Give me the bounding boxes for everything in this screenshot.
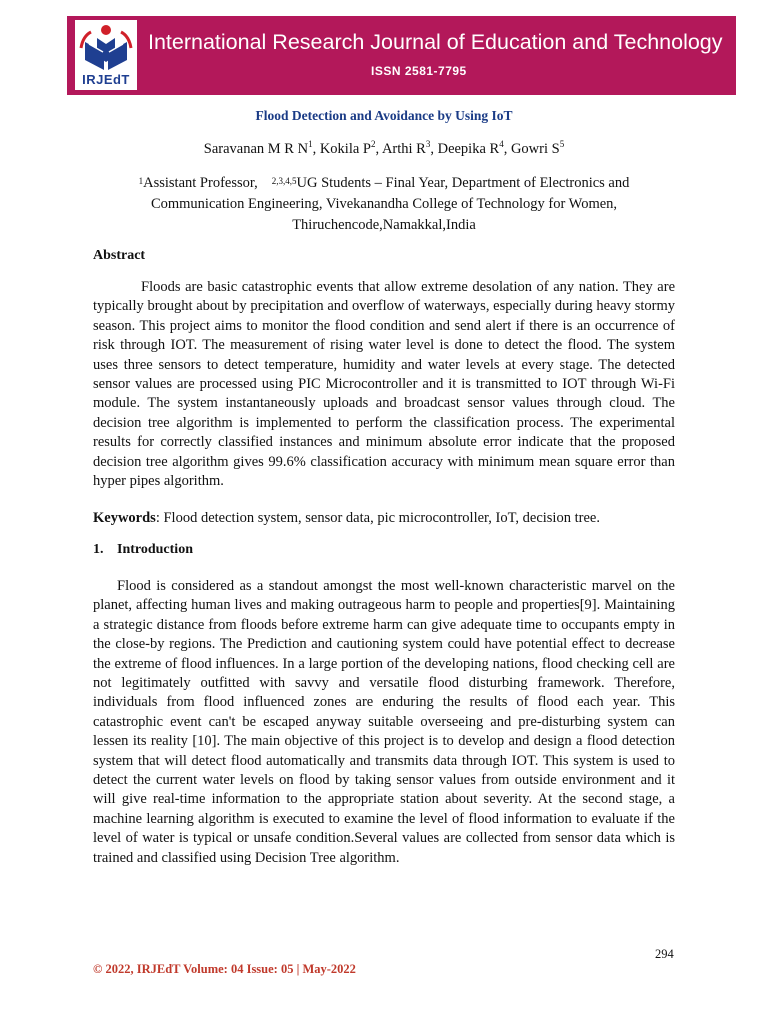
logo-text: IRJEdT	[82, 72, 130, 87]
abstract-text: Floods are basic catastrophic events that allow extreme desolation of any nation. They are typically brought about by precipitation and overflow of waterways, especially during heavy stormy season. This project aims to monitor the flood condition and send alert if there is an occurrence of risk through IOT. The measurement of rising water level is done to detect the flood. The system uses three sensors to detect temperature, humidity and water levels at every stage. The detected sensor values are processed using PIC Microcontroller and it is transmitted to IOT through Wi-Fi module. The system instantaneously uploads and broadcast sensor values through cloud. The decision tree algorithm is implemented to perform the classification process. The experimental results for correctly classified instances and minimum absolute error indicate that the proposed decision tree algorithm gives 99.6% classification accuracy with minimum mean square error than hyper pipes algorithm.	[93, 279, 675, 490]
issn: ISSN 2581-7795	[371, 64, 467, 78]
section-number: 1.	[93, 542, 104, 557]
affil-line: Thiruchencode,Namakkal,India	[292, 217, 476, 233]
introduction-text: Flood is considered as a standout amongst the most well-known characteristic marvel on the planet, affecting human lives and making outrageous harm to people and properties[9]. Maintaining a strategic distance from floods before extreme harm can give adequate time to occupants empty in the close-by regions. The Prediction and cautioning system could have potential effect to decrease the extreme of flood influences. In a large portion of the developing nations, flood checking cell are not legitimately outfitted with savvy and versatile flood disturbing framework. Therefore, individuals from flood influenced zones are enduring the results of flood each year. This catastrophic event can't be escaped anyway suitable overseeing and pre-disturbing system can lessen its reality [10]. The main objective of this project is to develop and design a flood detection system that will detect flood automatically and transmits data through IOT. This system is used to detect the current water levels on flood by taking sensor values from outside environment and it will give real-time information to the appropriate station about severity. At the second stage, a machine learning algorithm is executed to examine the level of flood information to evaluate if the level of water is typical or unsafe condition.Several values are collected from sensor data which is trained and classified using Decision Tree algorithm.	[93, 578, 675, 866]
author-name: Deepika R	[437, 141, 500, 157]
keywords-label: Keywords	[93, 510, 156, 526]
author-sep: ,	[312, 141, 320, 157]
author-sep: ,	[430, 141, 438, 157]
affiliation	[80, 173, 688, 236]
author-sup: 2	[370, 139, 376, 149]
keywords-text: : Flood detection system, sensor data, pic microcontroller, IoT, decision tree.	[155, 510, 600, 526]
author-name: Kokila P	[319, 141, 371, 157]
journal-title: International Research Journal of Education and Technology	[148, 30, 723, 54]
author-sup: 1	[308, 139, 313, 149]
book-reader-icon	[75, 22, 137, 74]
abstract-heading: Abstract	[93, 248, 146, 263]
paper-title: Flood Detection and Avoidance by Using IoT	[255, 108, 513, 123]
author-list	[0, 141, 768, 158]
author-name: Gowri S	[510, 141, 560, 157]
author-name: Saravanan M R N	[203, 141, 309, 157]
footer-citation: © 2022, IRJEdT Volume: 04 Issue: 05 | May-2022	[93, 962, 356, 976]
page-number: 294	[655, 947, 674, 961]
author-sep: ,	[375, 141, 382, 157]
journal-banner	[67, 16, 736, 95]
affil-sup: 1	[138, 176, 144, 186]
author-sup: 4	[499, 139, 504, 149]
section-title: Introduction	[117, 542, 193, 557]
section-heading	[93, 542, 193, 558]
affil-line: UG Students – Final Year, Department of Electronics and	[296, 175, 630, 191]
author-sep: ,	[503, 141, 511, 157]
author-name: Arthi R	[381, 141, 426, 157]
affil-sup: 2,3,4,5	[271, 176, 297, 186]
author-sup: 5	[559, 139, 565, 149]
journal-logo	[75, 20, 137, 90]
author-sup: 3	[425, 139, 431, 149]
affil-role: Assistant Professor,	[143, 175, 258, 191]
affil-line: Communication Engineering, Vivekanandha College of Technology for Women,	[150, 196, 618, 212]
keywords	[93, 509, 675, 528]
